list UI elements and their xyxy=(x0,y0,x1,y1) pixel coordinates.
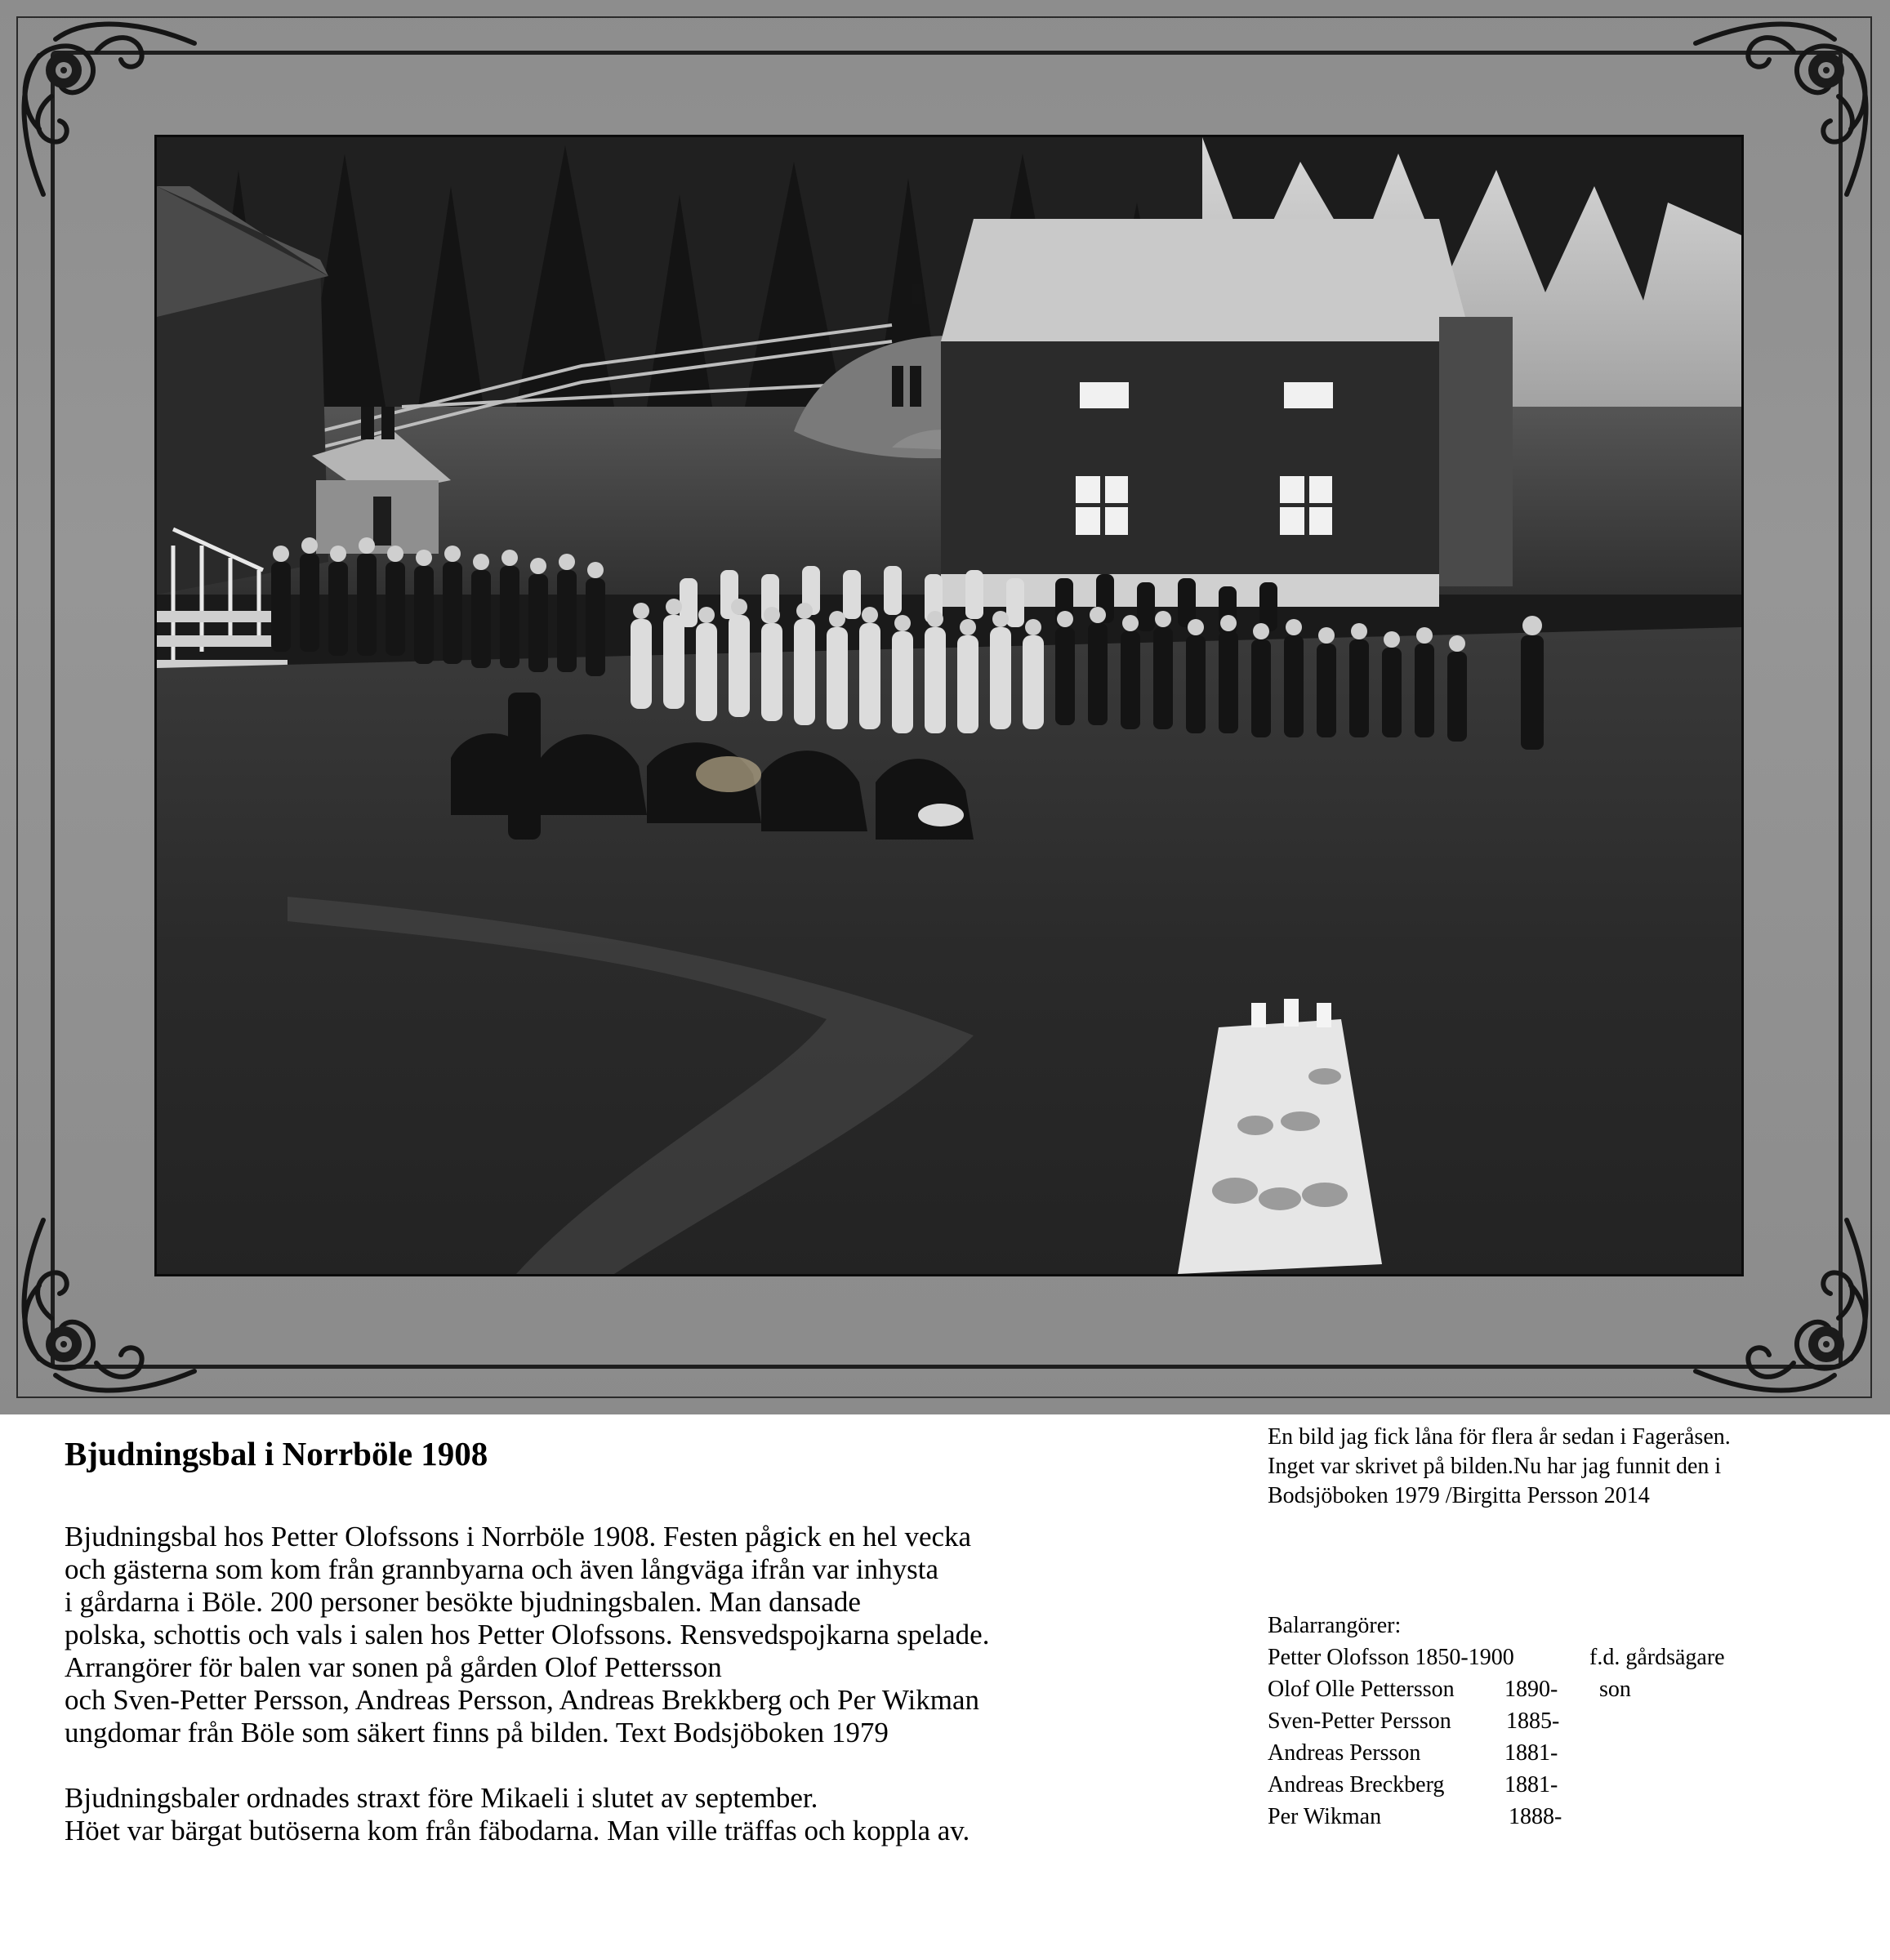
organizer-row xyxy=(1268,1705,1839,1737)
organizer-name: Andreas Persson xyxy=(1268,1740,1421,1766)
caption-line: och gästerna som kom från grannbyarna och även långväga ifrån var inhysta xyxy=(65,1553,939,1585)
organizer-name: Andreas Breckberg xyxy=(1268,1772,1445,1797)
organizer-name: Per Wikman xyxy=(1268,1804,1382,1829)
organizer-years: 1885- xyxy=(1506,1708,1560,1734)
organizer-years: 1890- xyxy=(1504,1677,1558,1702)
organizer-row xyxy=(1268,1769,1839,1801)
caption-line: polska, schottis och vals i salen hos Petter Olofssons. Rensvedspojkarna spelade. xyxy=(65,1619,990,1650)
organizer-years: 1881- xyxy=(1504,1740,1558,1766)
caption-line: och Sven-Petter Persson, Andreas Persson, Andreas Brekkberg och Per Wikman xyxy=(65,1684,980,1716)
historic-photograph xyxy=(157,137,1741,1274)
provenance-note xyxy=(1268,1423,1839,1511)
organizers-heading: Balarrangörer: xyxy=(1268,1613,1402,1638)
organizer-name: Petter Olofsson 1850-1900 xyxy=(1268,1645,1514,1670)
organizer-years: 1881- xyxy=(1504,1772,1558,1797)
paragraph-gap xyxy=(65,1749,1208,1782)
organizer-years: 1888- xyxy=(1509,1804,1562,1829)
caption-line: Bjudningsbaler ordnades straxt före Mikaeli i slutet av september. xyxy=(65,1782,818,1814)
note-line: En bild jag fick låna för flera år sedan i Fageråsen. xyxy=(1268,1424,1731,1450)
caption-line: Bjudningsbal hos Petter Olofssons i Norrböle 1908. Festen pågick en hel vecka xyxy=(65,1521,972,1552)
organizer-row xyxy=(1268,1642,1839,1673)
organizer-name: Sven-Petter Persson xyxy=(1268,1708,1451,1734)
organizer-row xyxy=(1268,1673,1839,1705)
organizer-row xyxy=(1268,1737,1839,1769)
note-line: Bodsjöboken 1979 /Birgitta Persson 2014 xyxy=(1268,1483,1650,1508)
caption-line: i gårdarna i Böle. 200 personer besökte bjudningsbalen. Man dansade xyxy=(65,1586,861,1618)
caption-title: Bjudningsbal i Norrböle 1908 xyxy=(65,1435,488,1472)
caption-body xyxy=(65,1521,1208,1847)
organizer-role: son xyxy=(1599,1677,1631,1702)
organizer-role: f.d. gårdsägare xyxy=(1589,1645,1725,1670)
organizers-list xyxy=(1268,1610,1839,1833)
organizer-name: Olof Olle Pettersson xyxy=(1268,1677,1455,1702)
photograph-scene xyxy=(157,137,1741,1274)
note-line: Inget var skrivet på bilden.Nu har jag funnit den i xyxy=(1268,1454,1722,1479)
caption-line: ungdomar från Böle som säkert finns på bilden. Text Bodsjöboken 1979 xyxy=(65,1717,889,1748)
caption-line: Höet var bärgat butöserna kom från fäbodarna. Man ville träffas och koppla av. xyxy=(65,1815,970,1846)
caption-line: Arrangörer för balen var sonen på gården Olof Pettersson xyxy=(65,1651,722,1683)
organizer-row xyxy=(1268,1801,1839,1833)
